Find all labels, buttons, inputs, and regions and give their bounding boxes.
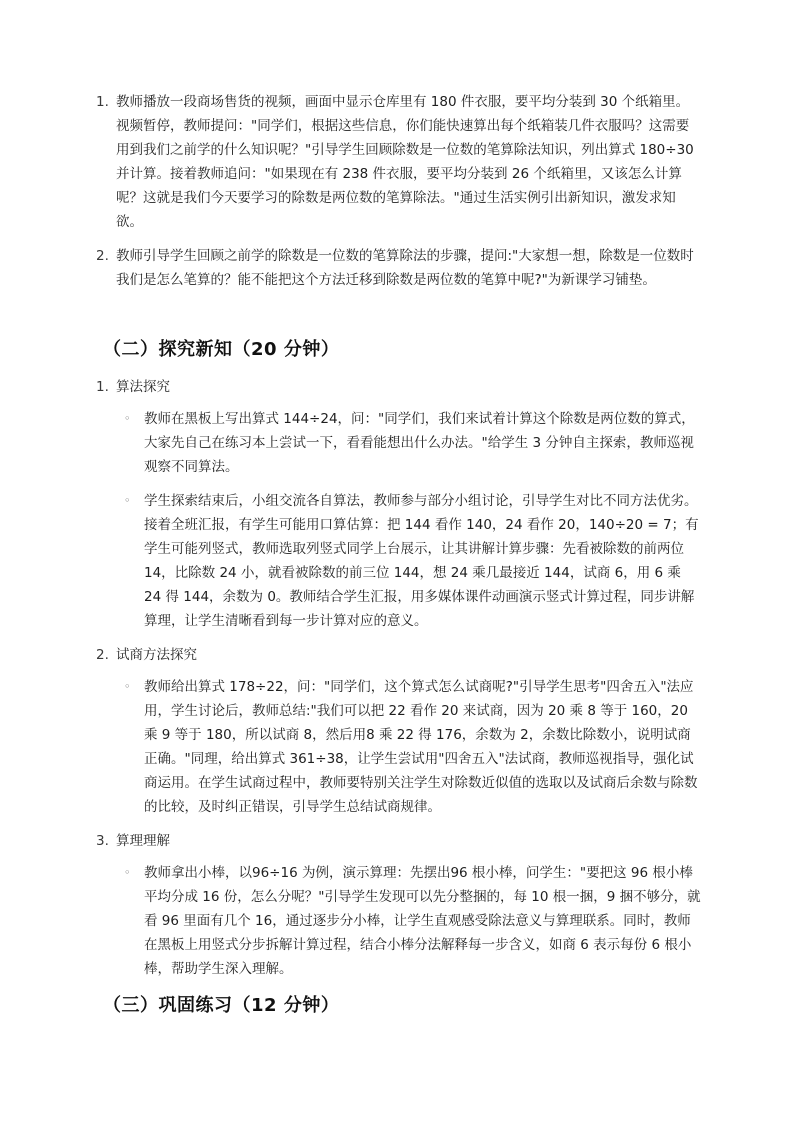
list-number: 2. <box>96 647 109 663</box>
list-item-title: 算法探究 <box>116 379 170 395</box>
list-item-title: 算理理解 <box>116 833 170 849</box>
intro-list-item <box>0 90 794 234</box>
list-item-title: 试商方法探究 <box>116 647 197 663</box>
intro-list-item <box>0 244 794 292</box>
hollow-circle-bullet-icon: ◦ <box>124 680 131 693</box>
list-number: 3. <box>96 833 109 849</box>
hollow-circle-bullet-icon: ◦ <box>124 866 131 879</box>
section2-list-item <box>0 375 794 633</box>
sub-list-item-text: 教师给出算式 178÷22，问："同学们，这个算式怎么试商呢?"引导学生思考"四舍五入"法应用，学生讨论后，教师总结:"我们可以把 22 看作 20 来试商，因为 20 乘 8 等于 160，20 乘 9 等于 180，所以试商 8，然后用8 乘 22 得 176，余数为 2，余数比除数小，说明试商正确。"同理，给出算式 361÷38，让学生尝试用"四舍五入"法试商，教师巡视指导，强化试商运用。在学生试商过程中，教师要特别关注学生对除数近似值的选取以及试商后余数与除数的比较，及时纠正错误，引导学生总结试商规律。 <box>144 679 698 815</box>
list-item-text: 教师引导学生回顾之前学的除数是一位数的笔算除法的步骤，提问:"大家想一想，除数是一位数时我们是怎么笔算的？能不能把这个方法迁移到除数是两位数的笔算中呢?"为新课学习铺垫。 <box>116 248 694 288</box>
sub-list-item <box>0 407 794 479</box>
sub-list-item-text: 学生探索结束后，小组交流各自算法，教师参与部分小组讨论，引导学生对比不同方法优劣。接着全班汇报，有学生可能用口算估算：把 144 看作 140，24 看作 20，140÷20 = 7；有学生可能列竖式，教师选取列竖式同学上台展示，让其讲解计算步骤：先看被除数的前两位14，比除数 24 小，就看被除数的前三位 144，想 24 乘几最接近 144，试商 6，用 6 乘 24 得 144，余数为 0。教师结合学生汇报，用多媒体课件动画演示竖式计算过程，同步讲解算理，让学生清晰看到每一步计算对应的意义。 <box>144 493 699 629</box>
sub-list-item <box>0 861 794 981</box>
section2-list <box>0 375 794 981</box>
list-number: 1. <box>96 379 109 395</box>
list-item-text: 教师播放一段商场售货的视频，画面中显示仓库里有 180 件衣服，要平均分装到 30 个纸箱里。视频暂停，教师提问："同学们，根据这些信息，你们能快速算出每个纸箱装几件衣服吗？这需要用到我们之前学的什么知识呢？"引导学生回顾除数是一位数的笔算除法知识，列出算式 180÷30 并计算。接着教师追问："如果现在有 238 件衣服，要平均分装到 26 个纸箱里，又该怎么计算呢？这就是我们今天要学习的除数是两位数的笔算除法。"通过生活实例引出新知识，激发求知欲。 <box>116 94 694 230</box>
section-heading: （三）巩固练习（12 分钟） <box>103 995 340 1016</box>
hollow-circle-bullet-icon: ◦ <box>124 412 131 425</box>
hollow-circle-bullet-icon: ◦ <box>124 494 131 507</box>
section2-list-item <box>0 643 794 819</box>
sub-list-item-text: 教师在黑板上写出算式 144÷24，问："同学们，我们来试着计算这个除数是两位数的算式，大家先自己在练习本上尝试一下，看看能想出什么办法。"给学生 3 分钟自主探索，教师巡视观察不同算法。 <box>144 411 695 475</box>
section-heading: （二）探究新知（20 分钟） <box>103 339 340 360</box>
intro-list <box>0 90 794 292</box>
sub-list-item <box>0 675 794 819</box>
section2-list-item <box>0 829 794 981</box>
list-number: 1. <box>96 94 109 110</box>
sub-list-item <box>0 489 794 633</box>
sub-list-item-text: 教师拿出小棒，以96÷16 为例，演示算理：先摆出96 根小棒，问学生："要把这 96 根小棒平均分成 16 份，怎么分呢？"引导学生发现可以先分整捆的，每 10 根一捆，9 捆不够分，就看 96 里面有几个 16，通过逐步分小棒，让学生直观感受除法意义与算理联系。同时，教师在黑板上用竖式分步拆解计算过程，结合小棒分法解释每一步含义，如商 6 表示每份 6 根小棒，帮助学生深入理解。 <box>144 865 701 977</box>
list-number: 2. <box>96 248 109 264</box>
